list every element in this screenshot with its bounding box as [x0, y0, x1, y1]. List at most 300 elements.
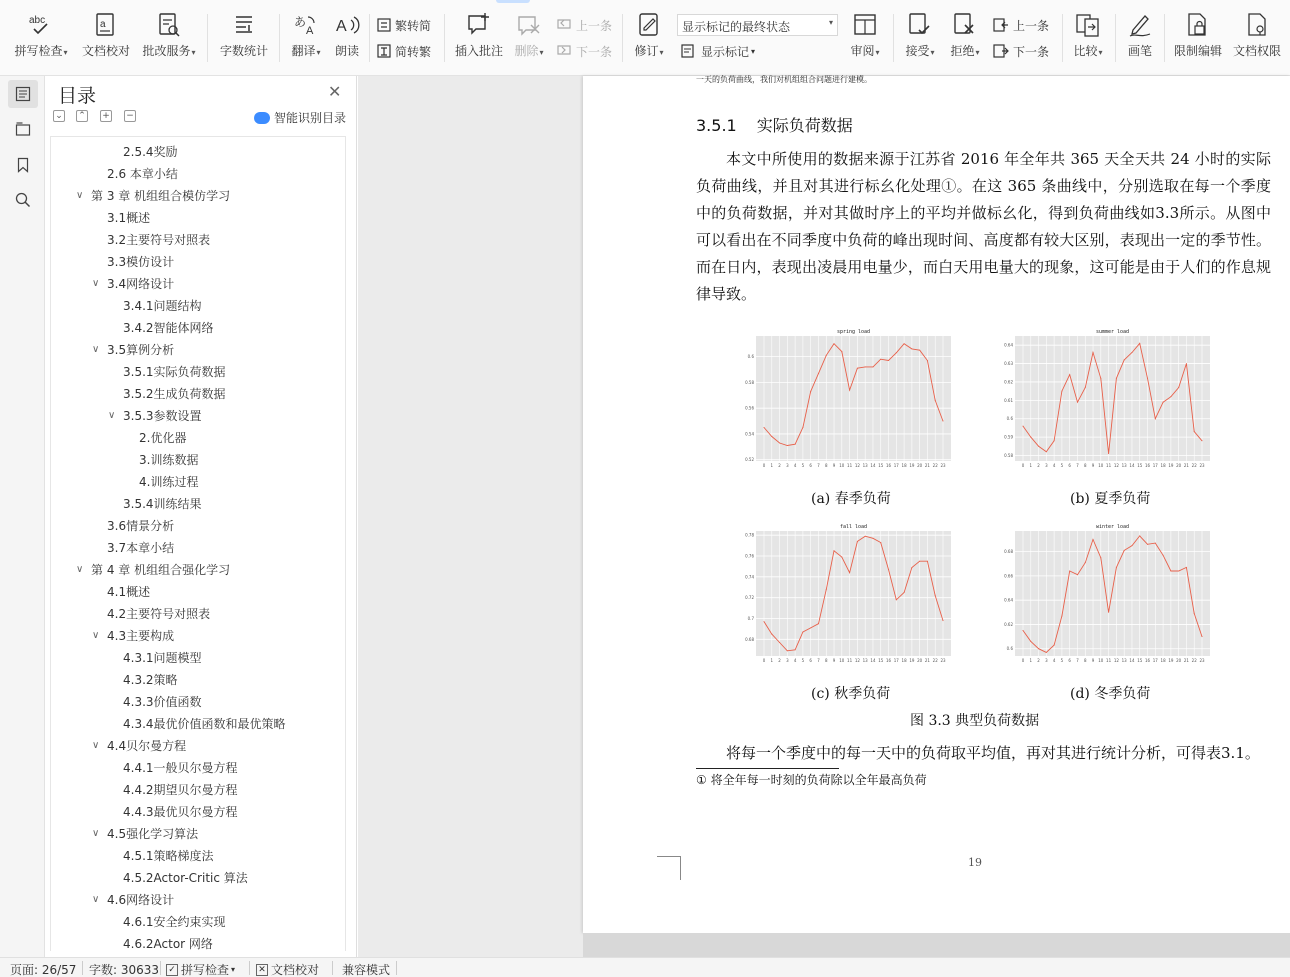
expand-all-icon[interactable]: ⌃ — [76, 110, 88, 122]
data-point — [1038, 648, 1039, 649]
y-tick-label: 0.62 — [1004, 379, 1013, 385]
x-tick-label: 21 — [1183, 463, 1189, 468]
footnote-separator — [696, 768, 839, 769]
data-point — [865, 536, 866, 537]
add-level-icon[interactable]: + — [100, 110, 112, 122]
toc-item-label: 3.7本章小结 — [107, 541, 175, 555]
data-point — [1202, 440, 1203, 441]
toc-item[interactable] — [76, 559, 231, 581]
data-point — [943, 421, 944, 422]
x-tick-label: 1 — [1029, 463, 1033, 468]
y-tick-label: 0.64 — [1004, 342, 1013, 348]
y-tick-label: 0.59 — [1004, 434, 1013, 440]
spellcheck-button[interactable]: abc 拼写检查▾ — [10, 12, 72, 64]
data-point — [904, 343, 905, 344]
plot-area — [756, 336, 951, 461]
data-point — [1155, 543, 1156, 544]
accept-button[interactable]: 接受▾ — [901, 12, 939, 64]
toc-item-label: 3.4.2智能体网络 — [123, 321, 214, 335]
show-markup-icon — [681, 44, 697, 58]
x-tick-label: 22 — [932, 463, 938, 468]
data-point — [826, 589, 827, 590]
toc-item-label: 4.2主要符号对照表 — [107, 607, 211, 621]
x-tick-label: 0 — [1021, 463, 1025, 468]
data-point — [834, 550, 835, 551]
footnote: ① 将全年每一时刻的负荷除以全年最高负荷 — [696, 773, 927, 787]
x-tick-label: 12 — [1113, 463, 1119, 468]
toc-item[interactable] — [123, 647, 202, 669]
partial-text-line: 一天的负荷曲线，我们对机组组合问题进行建模。 — [696, 75, 872, 84]
translate-button[interactable]: あ A 翻译▾ — [286, 12, 326, 64]
plot-area — [1015, 531, 1210, 656]
x-tick-label: 7 — [1076, 463, 1079, 468]
search-icon[interactable] — [8, 186, 38, 214]
data-point — [795, 649, 796, 650]
x-tick-label: 14 — [1129, 463, 1135, 468]
data-point — [888, 360, 889, 361]
toc-item[interactable] — [139, 449, 198, 471]
navigation-icon-bar — [0, 76, 45, 957]
toc-item[interactable] — [123, 383, 226, 405]
show-markup-button[interactable]: 显示标记 ▾ — [681, 41, 755, 61]
x-tick-label: 0 — [762, 463, 766, 468]
data-point — [1147, 544, 1148, 545]
correction-service-button[interactable]: 批改服务▾ — [138, 12, 200, 64]
reject-button[interactable]: 拒绝▾ — [946, 12, 984, 64]
smart-toc-button[interactable]: 智能识别目录 — [254, 109, 346, 126]
chevron-down-icon[interactable]: ∨ — [92, 630, 100, 641]
svg-text:a: a — [100, 19, 106, 30]
toc-item-label: 第 4 章 机组组合强化学习 — [91, 563, 231, 577]
toc-item[interactable] — [123, 295, 202, 317]
x-tick-label: 13 — [1121, 658, 1127, 663]
x-tick-label: 16 — [1144, 658, 1151, 663]
toc-item[interactable] — [92, 823, 199, 845]
data-point — [1131, 352, 1132, 353]
x-tick-label: 9 — [1091, 658, 1095, 663]
prev-comment-icon — [556, 18, 572, 32]
translate-icon — [293, 12, 319, 38]
data-point — [1108, 453, 1109, 454]
toc-item[interactable] — [107, 251, 174, 273]
toc-item[interactable] — [107, 207, 150, 229]
x-tick-label: 17 — [1152, 658, 1158, 663]
data-point — [1061, 391, 1062, 392]
data-point — [1077, 402, 1078, 403]
toc-item-label: 3.训练数据 — [139, 453, 199, 467]
toc-item[interactable] — [123, 801, 238, 823]
subfigure-caption: (c) 秋季负荷 — [811, 686, 891, 702]
chevron-down-icon[interactable]: ∨ — [92, 828, 100, 839]
read-aloud-icon — [334, 12, 360, 38]
x-tick-label: 15 — [878, 463, 884, 468]
toc-item-label: 4.训练过程 — [139, 475, 199, 489]
x-tick-label: 1 — [770, 658, 774, 663]
toc-item[interactable] — [108, 405, 202, 427]
ribbon-separator — [1062, 14, 1063, 62]
proofread-button[interactable]: a 文档校对 — [78, 12, 134, 64]
close-icon[interactable]: ✕ — [328, 82, 342, 101]
x-tick-label: 10 — [839, 463, 845, 468]
chart-title: summer load — [1095, 329, 1130, 335]
next-comment-button[interactable]: 下一条 — [556, 41, 612, 61]
proofread-status-icon: ✕ — [256, 964, 268, 976]
spellcheck-icon — [28, 12, 54, 38]
data-point — [1202, 636, 1203, 637]
x-tick-label: 2 — [1037, 463, 1040, 468]
x-tick-label: 9 — [1091, 463, 1095, 468]
data-point — [779, 442, 780, 443]
toc-item[interactable] — [123, 141, 178, 163]
toc-item[interactable] — [123, 779, 238, 801]
toc-item-label: 4.4.2期望贝尔曼方程 — [123, 783, 238, 797]
chevron-down-icon[interactable]: ∨ — [92, 740, 100, 751]
toc-item[interactable] — [92, 339, 175, 361]
data-point — [1093, 539, 1094, 540]
x-tick-label: 15 — [1137, 463, 1143, 468]
next-comment-icon — [556, 44, 572, 58]
data-point — [1170, 571, 1171, 572]
compare-button[interactable]: 比较▾ — [1069, 12, 1107, 64]
toc-item[interactable] — [123, 691, 202, 713]
x-tick-label: 11 — [1106, 463, 1112, 468]
chevron-down-icon[interactable]: ∨ — [92, 894, 100, 905]
status-separator — [160, 961, 161, 975]
word-count-button[interactable]: 字数统计 — [216, 12, 272, 64]
x-tick-label: 8 — [824, 463, 828, 468]
checkbox-icon: ✓ — [166, 964, 178, 976]
data-point — [826, 355, 827, 356]
toc-item[interactable] — [92, 889, 175, 911]
x-tick-label: 11 — [1106, 658, 1112, 663]
data-point — [1155, 418, 1156, 419]
x-tick-label: 17 — [893, 658, 899, 663]
toc-item[interactable] — [76, 185, 231, 207]
x-tick-label: 1 — [770, 463, 774, 468]
data-point — [880, 359, 881, 360]
toc-item-label: 2.6 本章小结 — [107, 167, 178, 181]
data-point — [1061, 615, 1062, 616]
toc-item[interactable] — [123, 361, 226, 383]
toc-item[interactable] — [107, 163, 178, 185]
y-tick-label: 0.62 — [1004, 621, 1013, 627]
chevron-down-icon[interactable]: ∨ — [76, 564, 84, 575]
y-tick-label: 0.72 — [745, 595, 754, 601]
x-tick-label: 7 — [817, 658, 820, 663]
toc-item[interactable] — [92, 273, 175, 295]
data-point — [1100, 557, 1101, 558]
x-tick-label: 7 — [1076, 658, 1079, 663]
x-tick-label: 20 — [917, 658, 923, 663]
ribbon-separator — [1164, 14, 1165, 62]
data-point — [880, 542, 881, 543]
toc-item-label: 3.4网络设计 — [107, 277, 175, 291]
toc-item[interactable] — [123, 933, 213, 951]
status-separator — [332, 961, 333, 975]
trad-to-simp-button[interactable]: 繁转简 — [377, 15, 431, 35]
accept-icon — [907, 12, 933, 38]
data-point — [1170, 396, 1171, 397]
data-point — [1069, 374, 1070, 375]
next-change-button[interactable]: 下一条 — [993, 41, 1049, 61]
x-tick-label: 20 — [917, 463, 923, 468]
data-point — [787, 650, 788, 651]
ribbon-separator — [279, 14, 280, 62]
data-point — [1139, 343, 1140, 344]
toc-item[interactable] — [123, 845, 214, 867]
data-point — [1100, 378, 1101, 379]
toc-item-label: 4.6.1安全约束实现 — [123, 915, 226, 929]
data-point — [818, 373, 819, 374]
document-workspace — [358, 76, 1290, 957]
winter-load-chart — [995, 521, 1210, 666]
x-tick-label: 18 — [901, 463, 907, 468]
chevron-down-icon[interactable]: ∨ — [76, 190, 84, 201]
toc-item[interactable] — [123, 493, 202, 515]
x-tick-label: 10 — [839, 658, 845, 663]
ribbon-separator — [207, 14, 208, 62]
data-point — [841, 351, 842, 352]
x-tick-label: 19 — [1168, 658, 1174, 663]
correction-service-icon — [157, 12, 181, 38]
y-tick-label: 0.54 — [745, 431, 754, 437]
data-point — [810, 391, 811, 392]
y-tick-label: 0.58 — [1004, 452, 1013, 458]
x-tick-label: 0 — [1021, 658, 1025, 663]
x-tick-label: 16 — [1144, 463, 1151, 468]
y-tick-label: 0.6 — [747, 354, 754, 360]
status-separator — [82, 961, 83, 975]
y-tick-label: 0.6 — [1006, 646, 1013, 652]
x-tick-label: 19 — [1168, 463, 1174, 468]
toc-item[interactable] — [107, 537, 174, 559]
delete-comment-button[interactable]: 删除▾ — [510, 12, 548, 64]
data-point — [1163, 555, 1164, 556]
data-point — [1139, 535, 1140, 536]
x-tick-label: 20 — [1176, 658, 1182, 663]
x-tick-label: 6 — [1068, 658, 1071, 663]
toc-item[interactable] — [123, 317, 214, 339]
body-paragraph: 将每一个季度中的每一天中的负荷取平均值，再对其进行统计分析，可得表3.1。 — [726, 744, 1260, 762]
toc-item-label: 3.3模仿设计 — [107, 255, 175, 269]
restrict-edit-button[interactable]: 限制编辑 — [1170, 12, 1226, 64]
x-tick-label: 13 — [1121, 463, 1127, 468]
x-tick-label: 6 — [1068, 463, 1071, 468]
x-tick-label: 2 — [778, 463, 781, 468]
y-tick-label: 0.61 — [1004, 397, 1013, 403]
data-point — [1186, 363, 1187, 364]
toc-item[interactable] — [123, 757, 238, 779]
convert-icon — [377, 44, 391, 58]
toc-item[interactable] — [123, 713, 286, 735]
y-tick-label: 0.63 — [1004, 361, 1013, 367]
toc-item[interactable] — [139, 427, 186, 449]
toc-panel — [46, 76, 357, 957]
toc-item[interactable] — [107, 603, 210, 625]
data-point — [872, 366, 873, 367]
track-changes-button[interactable]: 修订▾ — [629, 12, 669, 64]
ai-icon — [254, 112, 270, 124]
data-point — [1085, 387, 1086, 388]
x-tick-label: 16 — [885, 463, 892, 468]
word-count-icon — [232, 12, 256, 38]
data-point — [919, 561, 920, 562]
bookmark-icon[interactable] — [8, 151, 38, 179]
toc-item[interactable] — [92, 625, 175, 647]
data-point — [1108, 612, 1109, 613]
y-tick-label: 0.68 — [1004, 549, 1013, 555]
pen-icon — [1127, 12, 1153, 38]
pen-button[interactable]: 画笔 — [1124, 12, 1156, 64]
data-point — [764, 427, 765, 428]
x-tick-label: 11 — [847, 658, 853, 663]
toc-item[interactable] — [107, 515, 174, 537]
chart-title: fall load — [839, 524, 868, 530]
toc-item-label: 2.优化器 — [139, 431, 187, 445]
x-tick-label: 12 — [1113, 658, 1119, 663]
toc-item[interactable] — [92, 735, 187, 757]
chevron-down-icon[interactable]: ∨ — [92, 344, 100, 355]
x-tick-label: 22 — [1191, 658, 1197, 663]
toc-item[interactable] — [139, 471, 198, 493]
x-tick-label: 9 — [832, 658, 836, 663]
toc-list — [50, 136, 346, 951]
toc-item-label: 4.4.1一般贝尔曼方程 — [123, 761, 238, 775]
data-point — [834, 343, 835, 344]
ribbon-toolbar — [0, 0, 1290, 76]
word-count[interactable]: 字数: 30633 — [89, 963, 160, 977]
proofread-icon — [94, 12, 118, 38]
subfigure-caption: (a) 春季负荷 — [811, 491, 891, 507]
toc-item[interactable] — [123, 911, 226, 933]
y-tick-label: 0.7 — [747, 616, 754, 621]
delete-comment-icon — [516, 12, 542, 38]
status-separator — [249, 961, 250, 975]
outline-panel-icon[interactable] — [8, 115, 38, 143]
x-tick-label: 13 — [862, 463, 868, 468]
y-tick-label: 0.58 — [745, 379, 754, 385]
toc-item-label: 4.6.2Actor 网络 — [123, 937, 213, 951]
y-tick-label: 0.78 — [745, 532, 754, 538]
toc-item-label: 3.5.4训练结果 — [123, 497, 202, 511]
toc-item[interactable] — [107, 229, 210, 251]
x-tick-label: 4 — [793, 658, 797, 663]
data-point — [911, 348, 912, 349]
x-tick-label: 17 — [893, 463, 899, 468]
data-point — [1124, 359, 1125, 360]
y-tick-label: 0.76 — [745, 553, 754, 559]
x-tick-label: 5 — [1060, 463, 1064, 468]
toc-item-label: 3.5算例分析 — [107, 343, 175, 357]
x-tick-label: 7 — [817, 463, 820, 468]
x-tick-label: 5 — [1060, 658, 1064, 663]
doc-permission-button[interactable]: 文档权限 — [1230, 12, 1284, 64]
x-tick-label: 3 — [1045, 463, 1048, 468]
data-point — [764, 621, 765, 622]
toc-item-label: 第 3 章 机组组合模仿学习 — [91, 189, 231, 203]
page-indicator[interactable]: 页面: 26/57 — [10, 963, 77, 977]
data-point — [911, 567, 912, 568]
remove-level-icon[interactable]: − — [124, 110, 136, 122]
toc-panel-icon[interactable] — [8, 80, 38, 108]
toc-item-label: 4.5强化学习算法 — [107, 827, 199, 841]
data-point — [1023, 630, 1024, 631]
x-tick-label: 4 — [1052, 658, 1056, 663]
toc-item[interactable] — [123, 669, 178, 691]
x-tick-label: 18 — [1160, 658, 1166, 663]
data-point — [849, 390, 850, 391]
toc-item-label: 4.6网络设计 — [107, 893, 175, 907]
simp-to-trad-button[interactable]: 简转繁 — [377, 41, 431, 61]
ribbon-separator — [1115, 14, 1116, 62]
svg-text:abc: abc — [29, 15, 46, 26]
data-point — [1038, 446, 1039, 447]
prev-change-button[interactable]: 上一条 — [993, 15, 1049, 35]
status-bar — [0, 957, 1290, 977]
document-page — [583, 76, 1290, 933]
data-point — [896, 352, 897, 353]
chart-title: winter load — [1095, 524, 1130, 530]
compare-icon — [1075, 12, 1101, 38]
subfigure-caption: (d) 冬季负荷 — [1070, 686, 1151, 702]
x-tick-label: 1 — [1029, 658, 1033, 663]
data-point — [857, 368, 858, 369]
data-point — [1023, 426, 1024, 427]
x-tick-label: 5 — [801, 463, 805, 468]
next-change-icon — [993, 44, 1009, 58]
read-aloud-button[interactable]: A 朗读 — [330, 12, 364, 64]
x-tick-label: 21 — [924, 463, 930, 468]
x-tick-label: 11 — [847, 463, 853, 468]
x-tick-label: 15 — [1137, 658, 1143, 663]
toc-item-label: 3.1概述 — [107, 211, 151, 225]
x-tick-label: 19 — [909, 658, 915, 663]
prev-comment-button[interactable]: 上一条 — [556, 15, 612, 35]
chevron-down-icon[interactable]: ∨ — [108, 410, 116, 421]
data-point — [810, 627, 811, 628]
data-point — [1054, 645, 1055, 646]
spellcheck-status[interactable]: ✓ 拼写检查 ▾ — [166, 961, 235, 977]
data-point — [1131, 545, 1132, 546]
x-tick-label: 8 — [1083, 463, 1087, 468]
x-tick-label: 8 — [1083, 658, 1087, 663]
markup-state-select[interactable]: 显示标记的最终状态 ▾ — [677, 14, 838, 36]
data-point — [787, 445, 788, 446]
data-point — [1030, 437, 1031, 438]
data-point — [1030, 641, 1031, 642]
toc-item[interactable] — [123, 867, 248, 889]
collapse-all-icon[interactable]: ⌄ — [53, 110, 65, 122]
data-point — [1178, 387, 1179, 388]
x-tick-label: 20 — [1176, 463, 1182, 468]
toc-item-label: 4.3.1问题模型 — [123, 651, 202, 665]
body-paragraph: 本文中所使用的数据来源于江苏省 2016 年全年共 365 天全天共 24 小时的实际负荷曲线，并且对其进行标幺化处理①。在这 365 条曲线中，分别选取在每一个季度中的负荷数据，并对其做时序上的平均并做标幺化，得到负荷曲线如3.3所示。从图中可以看出在不同季度中负荷的峰出现时间、高度都有较大区别，表现出一定的季节性。而在日内，表现出凌晨用电量少，而白天用电量大的现象，这可能是由于人们的作息规律导致。 — [696, 150, 1271, 303]
x-tick-label: 16 — [885, 658, 892, 663]
review-pane-button[interactable]: 审阅▾ — [846, 12, 884, 64]
status-separator — [396, 961, 397, 975]
insert-comment-button[interactable]: 插入批注 — [452, 12, 506, 64]
toc-item[interactable] — [107, 581, 150, 603]
compat-mode: 兼容模式 — [342, 963, 391, 977]
convert-icon — [377, 18, 391, 32]
reject-icon — [952, 12, 978, 38]
plot-area — [756, 531, 951, 656]
x-tick-label: 3 — [786, 658, 789, 663]
proofread-status[interactable]: ✕ 文档校对 — [256, 961, 319, 977]
chevron-down-icon[interactable]: ∨ — [92, 278, 100, 289]
x-tick-label: 22 — [932, 658, 938, 663]
data-point — [1163, 402, 1164, 403]
